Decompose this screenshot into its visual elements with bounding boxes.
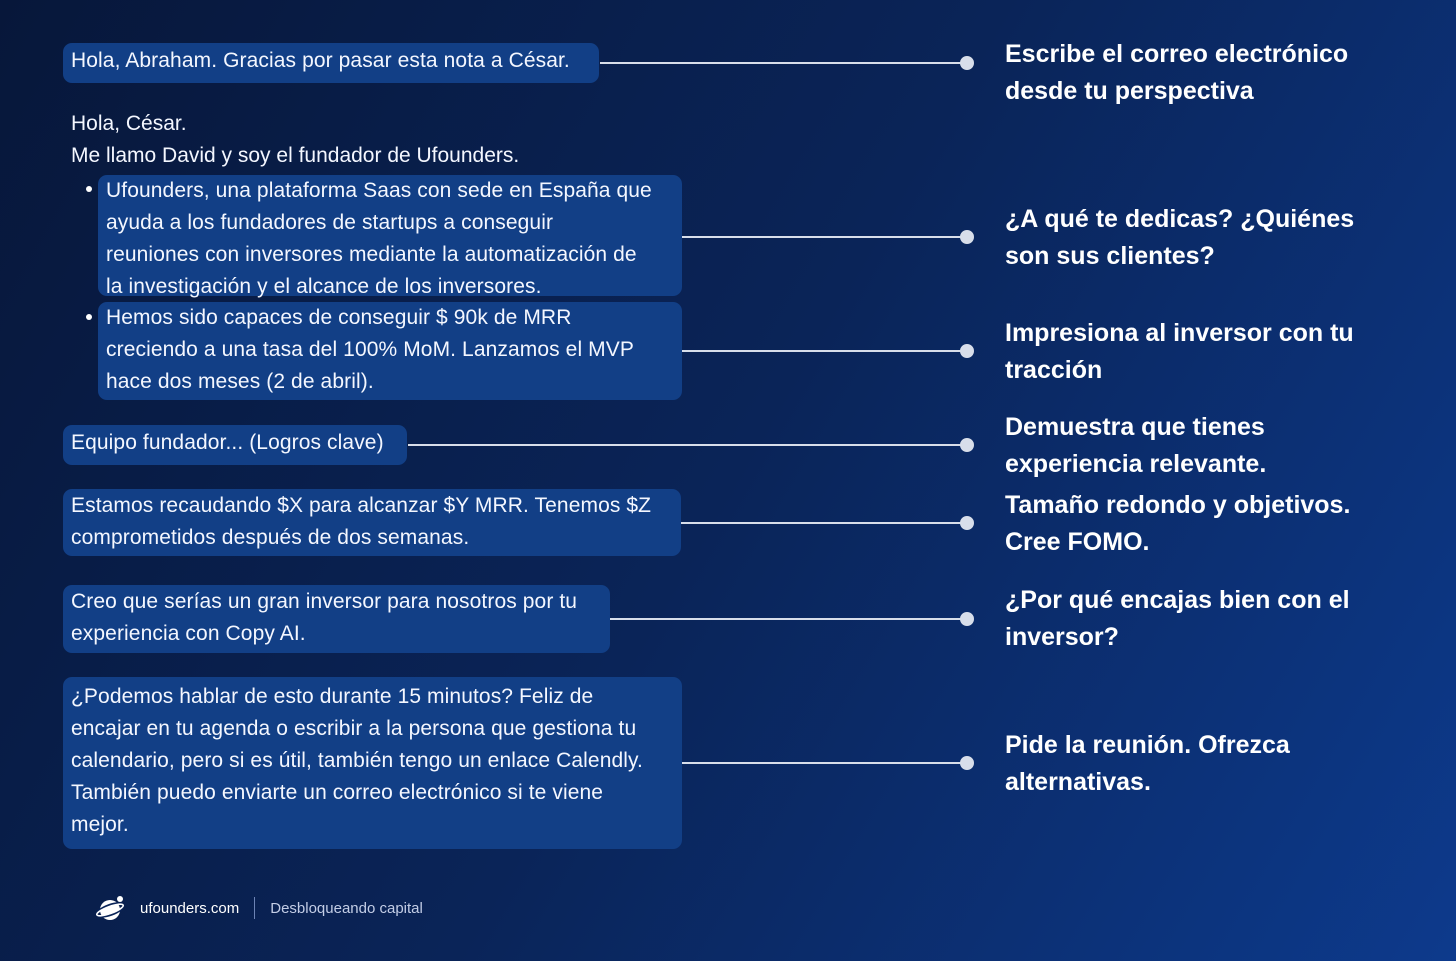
label-goals-line-1: Tamaño redondo y objetivos. [1005, 491, 1351, 519]
connector-dot-fit [961, 613, 973, 625]
bullet-1-line-2: ayuda a los fundadores de startups a conseguir [106, 211, 554, 234]
connector-dot-clients [961, 231, 973, 243]
label-traction-line-1: Impresiona al inversor con tu [1005, 319, 1354, 347]
label-perspective [1005, 36, 1405, 110]
greeting-note-text: Hola, Abraham. Gracias por pasar esta nota a César. [71, 49, 570, 72]
label-perspective-line-1: Escribe el correo electrónico [1005, 40, 1349, 68]
ask-line-4: También puedo enviarte un correo electrónico si te viene [71, 781, 604, 804]
bullet-2-line-1: Hemos sido capaces de conseguir $ 90k de MRR [106, 306, 572, 329]
label-experience-line-2: experiencia relevante. [1005, 450, 1267, 478]
bullet-2-line-2: creciendo a una tasa del 100% MoM. Lanzamos el MVP [106, 338, 634, 361]
fit-box [63, 585, 610, 653]
bullet-1-box [98, 175, 682, 296]
label-clients-line-1: ¿A qué te dedicas? ¿Quiénes [1005, 205, 1355, 233]
label-perspective-line-2: desde tu perspectiva [1005, 77, 1254, 105]
label-meeting-line-1: Pide la reunión. Ofrezca [1005, 731, 1290, 759]
bullet-2-box [98, 302, 682, 400]
ask-line-3: calendario, pero si es útil, también tengo un enlace Calendly. [71, 749, 643, 772]
ask-box [63, 677, 682, 849]
ask-line-5: mejor. [71, 813, 129, 836]
bullet-dot-2 [86, 314, 92, 320]
team-box [63, 425, 407, 465]
footer-divider [254, 897, 255, 919]
bullet-1-line-4: la investigación y el alcance de los inversores. [106, 275, 542, 298]
intro-line-2: Me llamo David y soy el fundador de Ufounders. [71, 144, 520, 167]
label-meeting [1005, 727, 1405, 801]
connector-dot-traction [961, 345, 973, 357]
label-clients [1005, 201, 1405, 275]
bullet-2-line-3: hace dos meses (2 de abril). [106, 370, 374, 393]
bullet-dot-1 [86, 186, 92, 192]
connector-dot-goals [961, 517, 973, 529]
raise-line-1: Estamos recaudando $X para alcanzar $Y MRR. Tenemos $Z [71, 494, 652, 517]
footer-tagline: Desbloqueando capital [270, 899, 423, 917]
bullet-1-line-3: reuniones con inversores mediante la automatización de [106, 243, 637, 266]
label-fit [1005, 582, 1405, 656]
footer [96, 892, 423, 924]
bullet-1-line-1: Ufounders, una plataforma Saas con sede en España que [106, 179, 652, 202]
ufounders-logo-icon [96, 893, 126, 923]
connector-dot-meeting [961, 757, 973, 769]
label-fit-line-2: inversor? [1005, 623, 1119, 651]
footer-site[interactable]: ufounders.com [140, 899, 240, 917]
fit-line-2: experiencia con Copy AI. [71, 622, 306, 645]
ask-line-1: ¿Podemos hablar de esto durante 15 minutos? Feliz de [71, 685, 594, 708]
label-experience [1005, 409, 1405, 483]
label-traction [1005, 315, 1405, 389]
label-clients-line-2: son sus clientes? [1005, 242, 1215, 270]
label-fit-line-1: ¿Por qué encajas bien con el [1005, 586, 1350, 614]
label-experience-line-1: Demuestra que tienes [1005, 413, 1265, 441]
intro-line-1: Hola, César. [71, 112, 187, 135]
label-goals [1005, 487, 1405, 561]
team-text: Equipo fundador... (Logros clave) [71, 431, 384, 454]
greeting-note-box [63, 43, 599, 83]
raise-box [63, 489, 681, 556]
ask-line-2: encajar en tu agenda o escribir a la persona que gestiona tu [71, 717, 637, 740]
raise-line-2: comprometidos después de dos semanas. [71, 526, 470, 549]
fit-line-1: Creo que serías un gran inversor para nosotros por tu [71, 590, 578, 613]
connector-dot-perspective [961, 57, 973, 69]
label-meeting-line-2: alternativas. [1005, 768, 1151, 796]
connector-dot-experience [961, 439, 973, 451]
label-traction-line-2: tracción [1005, 356, 1103, 384]
label-goals-line-2: Cree FOMO. [1005, 528, 1150, 556]
